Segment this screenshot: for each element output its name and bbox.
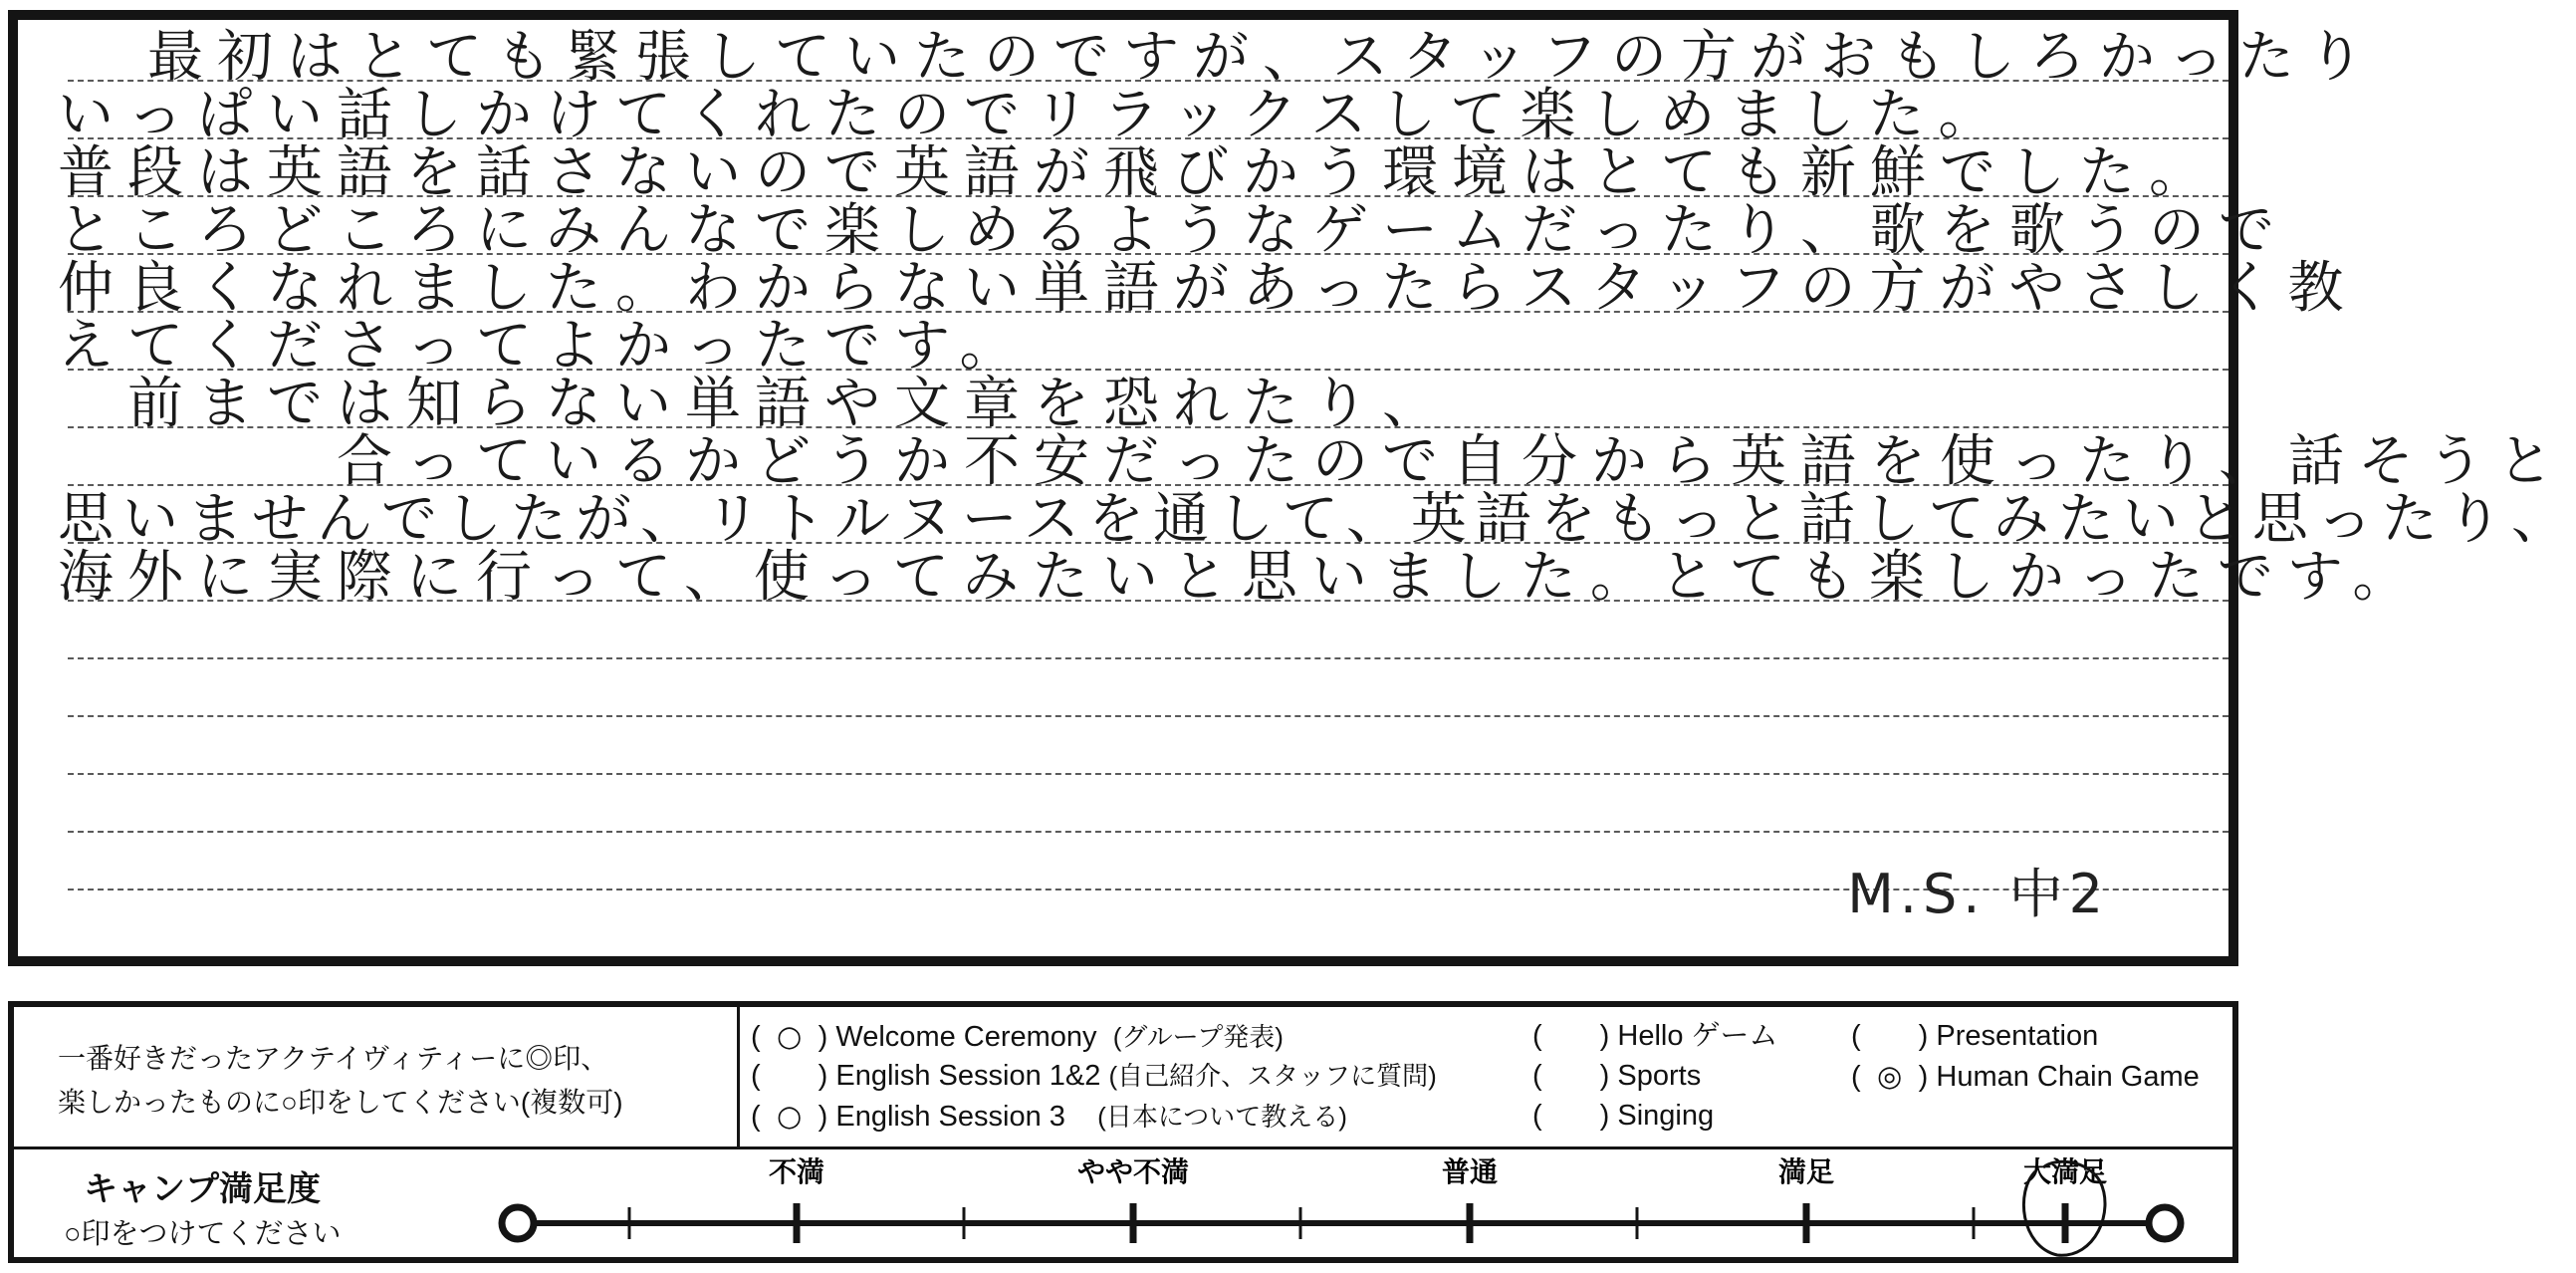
activity-label: Human Chain Game: [1936, 1061, 2200, 1093]
satisfaction-title: キャンプ満足度: [84, 1170, 321, 1208]
essay-line-6: えてくださってよかったです。: [58, 314, 1030, 379]
scale-end-left: [502, 1207, 534, 1239]
activity-label: Hello ゲーム: [1617, 1020, 1778, 1052]
activity-label: Sports: [1617, 1060, 1702, 1092]
activity-instructions: [58, 1037, 735, 1125]
ruled-line: [68, 831, 2228, 833]
scale-end-right: [2149, 1207, 2181, 1239]
activity-item[interactable]: ( ○ ) English Session 3 (日本について教える): [751, 1099, 1347, 1133]
activity-label: Singing: [1617, 1100, 1715, 1132]
activity-note: (自己紹介、スタッフに質問): [1108, 1061, 1437, 1091]
instruction-line-1: 一番好きだったアクテイヴィティーに◎印、: [58, 1043, 609, 1074]
activity-label: Welcome Ceremony: [835, 1021, 1097, 1053]
scale-label-yaya-fuman: やや不満: [1076, 1156, 1190, 1187]
activity-item[interactable]: ( ◎ ) Human Chain Game: [1851, 1059, 2200, 1093]
activity-survey: [8, 1001, 2238, 1263]
activity-mark: ○: [777, 1019, 803, 1053]
satisfaction-instruction: ○印をつけてください: [64, 1218, 342, 1250]
activity-mark: ○: [777, 1099, 803, 1133]
activity-mark: ◎: [1877, 1059, 1903, 1093]
ruled-line: [68, 715, 2228, 717]
activity-label: English Session 3: [835, 1101, 1065, 1133]
activity-item[interactable]: ( ) Singing: [1532, 1100, 1715, 1132]
essay-line-8: 合っているかどうか不安だったので自分から英語を使ったり、話そうと: [58, 429, 2567, 494]
essay-line-9: 思いませんでしたが、リトルヌースを通して、英語をもっと話してみたいと思ったり、: [58, 487, 2576, 552]
essay-line-3: 普段は英語を話さないので英語が飛びかう環境はとても新鮮でした。: [58, 140, 2219, 205]
column-divider: [737, 1007, 740, 1146]
activity-item[interactable]: ( ) English Session 1&2 (自己紹介、スタッフに質問): [751, 1060, 1437, 1092]
satisfaction-scale: [482, 1151, 2205, 1261]
activity-note: (グループ発表): [1112, 1022, 1284, 1052]
essay-line-7: 前までは知らない単語や文章を恐れたり、: [58, 372, 1452, 436]
scale-label-manzoku: 満足: [1777, 1156, 1835, 1187]
row-divider: [14, 1146, 2232, 1149]
scale-label-futsuu: 普通: [1441, 1156, 1499, 1187]
activity-label: English Session 1&2: [835, 1060, 1101, 1092]
signature: M.S. 中2: [1847, 863, 2109, 925]
activity-label: Presentation: [1936, 1020, 2099, 1052]
activity-item[interactable]: ( ) Sports: [1532, 1060, 1702, 1092]
scale-label-fuman: 不満: [768, 1156, 825, 1187]
activity-item[interactable]: ( ) Hello ゲーム: [1532, 1020, 1778, 1052]
activity-item[interactable]: ( ○ ) Welcome Ceremony (グループ発表): [751, 1019, 1284, 1053]
activity-item[interactable]: ( ) Presentation: [1851, 1020, 2099, 1052]
essay-line-5: 仲良くなれました。わからない単語があったらスタッフの方がやさしく教: [58, 256, 2358, 321]
essay-line-2: いっぱい話しかけてくれたのでリラックスして楽しめました。: [58, 83, 2008, 147]
essay-line-10: 海外に実際に行って、使ってみたいと思いました。とても楽しかったです。: [58, 545, 2423, 610]
essay-line-4: ところどころにみんなで楽しめるようなゲームだったり、歌を歌うので: [58, 198, 2288, 263]
ruled-line: [68, 773, 2228, 775]
instruction-line-2: 楽しかったものに○印をしてください(複数可): [58, 1087, 623, 1118]
ruled-line: [68, 657, 2228, 659]
essay-line-1: 最初はとても緊張していたのですが、スタッフの方がおもしろかったり: [78, 25, 2378, 90]
essay-box: [8, 10, 2576, 966]
scale-label-dai-manzoku: 大満足: [2022, 1156, 2108, 1187]
activity-note: (日本について教える): [1097, 1102, 1347, 1132]
